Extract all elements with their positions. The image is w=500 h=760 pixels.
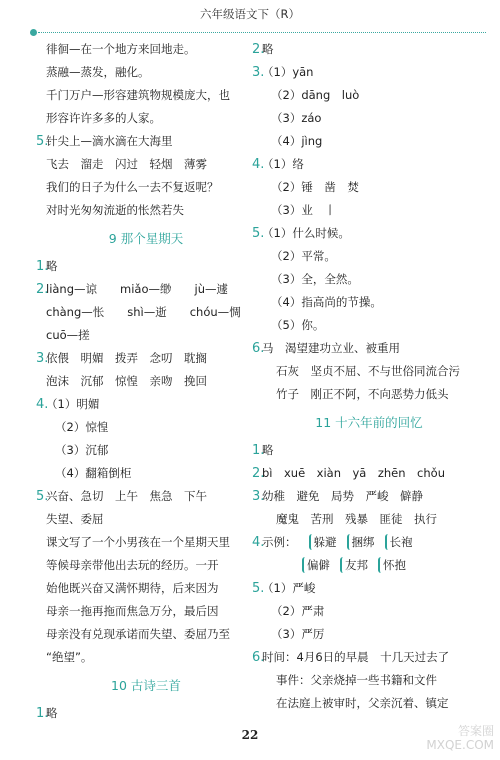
answer-text: 马 渴望建功立业、被重用 bbox=[262, 341, 400, 355]
answer-line bbox=[46, 324, 246, 347]
answer-line bbox=[36, 255, 246, 278]
answer-text: cuō—搓 bbox=[46, 328, 90, 342]
answer-line bbox=[36, 393, 246, 416]
answer-text: 千门万户—形容建筑物规模庞大，也 bbox=[46, 88, 230, 102]
answer-line bbox=[46, 416, 246, 439]
answer-line bbox=[262, 600, 476, 623]
answer-line bbox=[46, 577, 246, 600]
header-dot bbox=[30, 29, 37, 36]
answer-text: 事件：父亲烧掉一些书籍和文件 bbox=[276, 673, 437, 687]
answer-text: 失望、委屈 bbox=[46, 512, 104, 526]
answer-line bbox=[36, 347, 246, 370]
answer-text: 对时光匆匆流逝的怅然若失 bbox=[46, 203, 184, 217]
answer-text: chàng—怅 shì—逝 chóu—惆 bbox=[46, 305, 241, 319]
question-number: 4. bbox=[252, 157, 265, 172]
answer-text: （3）záo bbox=[271, 111, 322, 125]
answer-text: liàng—谅 miǎo—缈 jù—遽 bbox=[46, 282, 228, 296]
answer-line bbox=[262, 360, 476, 383]
answer-text: 形容许许多多的人家。 bbox=[46, 111, 161, 125]
answer-text: 母亲没有兑现承诺而失望、委屈乃至 bbox=[46, 627, 230, 641]
answer-text: 我们的日子为什么一去不复返呢？ bbox=[46, 180, 219, 194]
question-number: 6. bbox=[252, 650, 265, 665]
answer-line bbox=[46, 199, 246, 222]
answer-text: 蒸融—蒸发，融化。 bbox=[46, 65, 150, 79]
question-number: 2. bbox=[252, 42, 265, 57]
answer-text: （3）全，全然。 bbox=[271, 272, 359, 286]
question-number: 5. bbox=[36, 134, 49, 149]
answer-line bbox=[252, 462, 476, 485]
answer-text: （1）严峻 bbox=[262, 581, 316, 595]
answer-text: （3）严厉 bbox=[271, 627, 325, 641]
answer-line bbox=[262, 508, 476, 531]
question-number: 1. bbox=[36, 259, 49, 274]
answer-line bbox=[46, 107, 246, 130]
page-number: 22 bbox=[241, 728, 259, 742]
answer-text: “绝望”。 bbox=[46, 650, 93, 664]
running-header: 六年级语文下（R） bbox=[200, 7, 300, 21]
answer-line bbox=[262, 176, 476, 199]
question-number: 4. bbox=[252, 535, 265, 550]
word-box: 怀抱 bbox=[378, 557, 406, 573]
answer-line bbox=[46, 301, 246, 324]
answer-line bbox=[262, 554, 476, 577]
answer-text: （4）翻箱倒柜 bbox=[55, 466, 132, 480]
answer-line bbox=[46, 439, 246, 462]
question-number: 3. bbox=[252, 65, 265, 80]
answer-text: 石灰 坚贞不屈、不与世俗同流合污 bbox=[276, 364, 460, 378]
question-number: 2. bbox=[36, 282, 49, 297]
answer-line bbox=[262, 130, 476, 153]
answer-line bbox=[262, 692, 476, 715]
answer-line bbox=[36, 485, 246, 508]
answer-text: （3）业 丨 bbox=[271, 203, 336, 217]
answer-line bbox=[252, 61, 476, 84]
answer-text: 母亲一拖再拖而焦急万分，最后因 bbox=[46, 604, 219, 618]
answer-text: （4）jìng bbox=[271, 134, 323, 148]
answer-line bbox=[46, 370, 246, 393]
answer-line bbox=[36, 278, 246, 301]
answer-line bbox=[46, 462, 246, 485]
answer-text: 略 bbox=[262, 42, 274, 56]
answer-line bbox=[262, 669, 476, 692]
answer-line bbox=[262, 314, 476, 337]
answer-text: （2）严肃 bbox=[271, 604, 325, 618]
section-heading: 9 那个星期天 bbox=[108, 231, 184, 246]
answer-text: （2）惊惶 bbox=[55, 420, 109, 434]
answer-line bbox=[46, 61, 246, 84]
answer-line bbox=[46, 554, 246, 577]
answer-line bbox=[46, 508, 246, 531]
answer-text: 略 bbox=[46, 706, 58, 720]
answer-text: （4）指高尚的节操。 bbox=[271, 295, 382, 309]
answer-line bbox=[46, 623, 246, 646]
answer-text: 竹子 刚正不阿，不向恶势力低头 bbox=[276, 387, 449, 401]
watermark-text-2: MXQE.COM bbox=[426, 738, 494, 752]
answer-line bbox=[262, 623, 476, 646]
answer-text: （2）锤 凿 焚 bbox=[271, 180, 359, 194]
answer-text: （1）yān bbox=[262, 65, 314, 79]
answer-text: 兴奋、急切 上午 焦急 下午 bbox=[46, 489, 207, 503]
question-number: 5. bbox=[36, 489, 49, 504]
header-divider bbox=[38, 32, 486, 33]
answer-line bbox=[46, 176, 246, 199]
answer-text: 针尖上—滴水滴在大海里 bbox=[46, 134, 173, 148]
answer-text: 幼稚 避免 局势 严峻 僻静 bbox=[262, 489, 423, 503]
answer-line bbox=[46, 646, 246, 669]
answer-line bbox=[46, 153, 246, 176]
answer-line bbox=[262, 383, 476, 406]
watermark-text-1: 答案圈 bbox=[457, 724, 494, 738]
answer-text: 课文写了一个小男孩在一个星期天里 bbox=[46, 535, 230, 549]
question-number: 3. bbox=[252, 489, 265, 504]
answer-text: 略 bbox=[262, 443, 274, 457]
answer-text: 略 bbox=[46, 259, 58, 273]
answer-text: 依偎 明媚 拨弄 念叨 耽搁 bbox=[46, 351, 207, 365]
answer-line bbox=[262, 291, 476, 314]
answer-line bbox=[252, 531, 476, 554]
answer-line bbox=[252, 646, 476, 669]
answer-line bbox=[46, 38, 246, 61]
answer-line bbox=[36, 702, 246, 725]
answer-text: （1）明媚 bbox=[46, 397, 100, 411]
answer-text: 飞去 溜走 闪过 轻烟 薄雾 bbox=[46, 157, 207, 171]
answer-text: （2）平常。 bbox=[271, 249, 336, 263]
section-heading: 11 十六年前的回忆 bbox=[315, 415, 423, 430]
question-number: 5. bbox=[252, 226, 265, 241]
answer-line bbox=[262, 245, 476, 268]
question-number: 1. bbox=[36, 706, 49, 721]
answer-text: 等候母亲带他出去玩的经历。一开 bbox=[46, 558, 219, 572]
answer-line bbox=[46, 531, 246, 554]
word-box: 偏僻 bbox=[302, 557, 330, 573]
answer-text: （2）dāng luò bbox=[271, 88, 360, 102]
answer-line bbox=[252, 222, 476, 245]
word-box: 捆绑 bbox=[347, 534, 375, 550]
right-column bbox=[252, 38, 476, 715]
word-box: 长袍 bbox=[385, 534, 413, 550]
answer-text: 泡沫 沉郁 惊惶 亲吻 挽回 bbox=[46, 374, 207, 388]
question-number: 1. bbox=[252, 443, 265, 458]
question-number: 3. bbox=[36, 351, 49, 366]
answer-line bbox=[252, 577, 476, 600]
answer-line bbox=[36, 130, 246, 153]
answer-line bbox=[252, 38, 476, 61]
answer-line bbox=[262, 199, 476, 222]
answer-text: （1）络 bbox=[262, 157, 304, 171]
question-number: 6. bbox=[252, 341, 265, 356]
question-number: 4. bbox=[36, 397, 49, 412]
answer-text: bì xuē xiàn yā zhēn chǒu bbox=[262, 466, 445, 480]
answer-line bbox=[252, 337, 476, 360]
answer-line bbox=[262, 268, 476, 291]
left-column bbox=[36, 38, 246, 725]
answer-text: （1）什么时候。 bbox=[262, 226, 350, 240]
question-number: 2. bbox=[252, 466, 265, 481]
answer-text: 始他既兴奋又满怀期待，后来因为 bbox=[46, 581, 219, 595]
word-box: 躲避 bbox=[309, 534, 337, 550]
question-number: 5. bbox=[252, 581, 265, 596]
section-heading: 10 古诗三首 bbox=[111, 678, 181, 693]
answer-line bbox=[252, 153, 476, 176]
answer-text: 时间：4月6日的早晨 十几天过去了 bbox=[262, 650, 450, 664]
answer-text: （5）你。 bbox=[271, 318, 325, 332]
answer-text: 示例： bbox=[262, 535, 297, 549]
answer-text: （3）沉郁 bbox=[55, 443, 109, 457]
answer-text: 魔鬼 苦刑 残暴 匪徒 执行 bbox=[276, 512, 437, 526]
answer-line bbox=[46, 84, 246, 107]
answer-line bbox=[262, 84, 476, 107]
watermark bbox=[424, 724, 494, 756]
answer-text: 在法庭上被审时，父亲沉着、镇定 bbox=[276, 696, 449, 710]
answer-line bbox=[252, 485, 476, 508]
answer-text: 徘徊—在一个地方来回地走。 bbox=[46, 42, 196, 56]
word-box: 友邦 bbox=[340, 557, 368, 573]
answer-line bbox=[252, 439, 476, 462]
answer-line bbox=[46, 600, 246, 623]
answer-line bbox=[262, 107, 476, 130]
